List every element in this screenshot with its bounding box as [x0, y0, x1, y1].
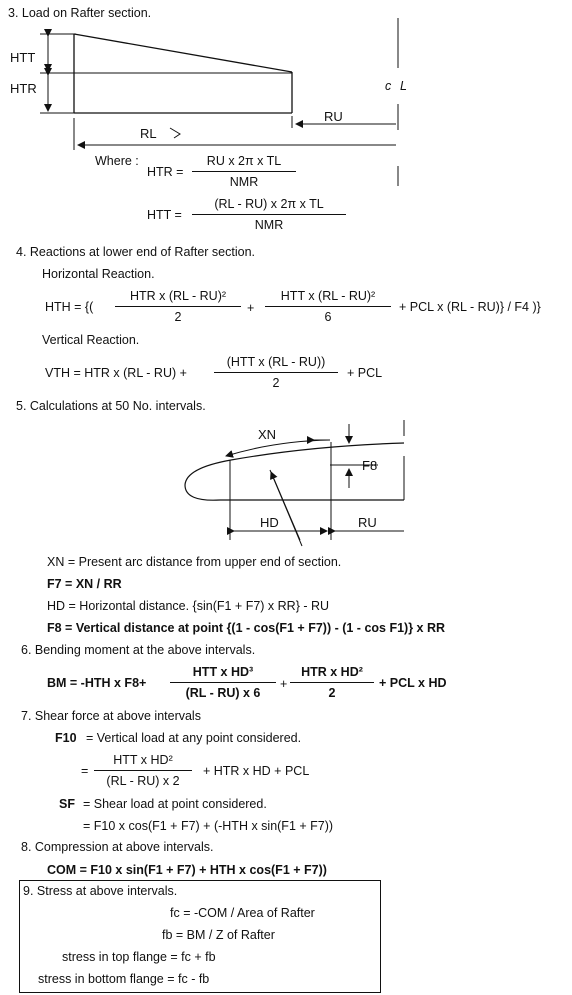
htr-numerator: RU x 2π x TL: [192, 155, 296, 172]
vth-numerator: (HTT x (RL - RU)): [214, 356, 338, 373]
xn-diagram-label: XN: [258, 427, 277, 442]
where-label: Where :: [95, 154, 139, 168]
f8-definition: F8 = Vertical distance at point {(1 - cos(F1 + F7)) - (1 - cos F1)} x RR: [47, 621, 446, 635]
htr-dim-label: HTR: [10, 81, 37, 96]
section-7-heading: 7. Shear force at above intervals: [21, 709, 201, 723]
htr-denominator: NMR: [229, 174, 259, 189]
bm-f2-numerator: HTR x HD²: [290, 666, 374, 683]
hth-formula-lhs: HTH = {(: [45, 300, 94, 314]
bm-fraction-1: [170, 666, 276, 699]
hth-f1-numerator: HTR x (RL - RU)²: [115, 290, 241, 307]
htt-numerator: (RL - RU) x 2π x TL: [192, 198, 346, 215]
f10-definition: = Vertical load at any point considered.: [86, 731, 302, 745]
htr-formula-lhs: HTR =: [147, 165, 184, 179]
ru-dim-label: RU: [324, 109, 343, 124]
centerline-l-label: L: [400, 79, 407, 93]
bm-formula-tail: + PCL x HD: [379, 676, 447, 690]
com-formula: COM = F10 x sin(F1 + F7) + HTH x cos(F1 + F7)): [47, 863, 327, 877]
htt-denominator: NMR: [254, 217, 284, 232]
centerline-c-label: c: [385, 79, 392, 93]
hth-formula-tail: + PCL x (RL - RU)} / F4 )}: [399, 300, 541, 314]
rl-dim-label: RL: [140, 126, 157, 141]
sf-formula: = F10 x cos(F1 + F7) + (-HTH x sin(F1 + F7)): [83, 819, 334, 833]
vth-formula-lhs: VTH = HTR x (RL - RU) +: [45, 366, 187, 380]
f8-diagram-label: F8: [362, 458, 378, 473]
f7-definition: F7 = XN / RR: [47, 577, 122, 591]
fc-formula: fc = -COM / Area of Rafter: [170, 906, 315, 920]
f10-eq-sign: =: [81, 764, 89, 778]
bm-formula-lhs: BM = -HTH x F8+: [47, 676, 147, 690]
sf-definition: = Shear load at point considered.: [83, 797, 267, 811]
bm-fraction-2: [290, 666, 374, 699]
f10-label: F10: [55, 731, 77, 745]
htt-formula-lhs: HTT =: [147, 208, 182, 222]
fb-formula: fb = BM / Z of Rafter: [162, 928, 275, 942]
section-8-heading: 8. Compression at above intervals.: [21, 840, 214, 854]
f10-denominator: (RL - RU) x 2: [106, 773, 180, 788]
hd-definition: HD = Horizontal distance. {sin(F1 + F7) x RR} - RU: [47, 599, 330, 613]
sf-label: SF: [59, 797, 75, 811]
bm-f2-denominator: 2: [328, 685, 336, 700]
hd-diagram-label: HD: [260, 515, 279, 530]
horizontal-reaction-label: Horizontal Reaction.: [42, 267, 155, 281]
hth-f2-numerator: HTT x (RL - RU)²: [265, 290, 391, 307]
bm-plus: +: [280, 677, 288, 691]
f10-formula-tail: + HTR x HD + PCL: [203, 764, 310, 778]
vertical-reaction-label: Vertical Reaction.: [42, 333, 140, 347]
hth-plus: +: [247, 301, 255, 315]
bottom-flange-stress: stress in bottom flange = fc - fb: [38, 972, 210, 986]
bm-f1-numerator: HTT x HD³: [170, 666, 276, 683]
vth-denominator: 2: [272, 375, 280, 390]
xn-definition: XN = Present arc distance from upper end of section.: [47, 555, 342, 569]
section-6-heading: 6. Bending moment at the above intervals.: [21, 643, 256, 657]
top-flange-stress: stress in top flange = fc + fb: [62, 950, 216, 964]
vth-formula-tail: + PCL: [347, 366, 383, 380]
htt-dim-label: HTT: [10, 50, 36, 65]
section-3-heading: 3. Load on Rafter section.: [8, 6, 152, 20]
hth-f1-denominator: 2: [174, 309, 182, 324]
section-9-heading: 9. Stress at above intervals.: [23, 884, 178, 898]
section-5-heading: 5. Calculations at 50 No. intervals.: [16, 399, 206, 413]
hth-f2-denominator: 6: [324, 309, 332, 324]
f10-numerator: HTT x HD²: [94, 754, 192, 771]
section-4-heading: 4. Reactions at lower end of Rafter section.: [16, 245, 256, 259]
ru-diagram-label: RU: [358, 515, 377, 530]
bm-f1-denominator: (RL - RU) x 6: [185, 685, 261, 700]
f10-fraction: [94, 754, 192, 787]
